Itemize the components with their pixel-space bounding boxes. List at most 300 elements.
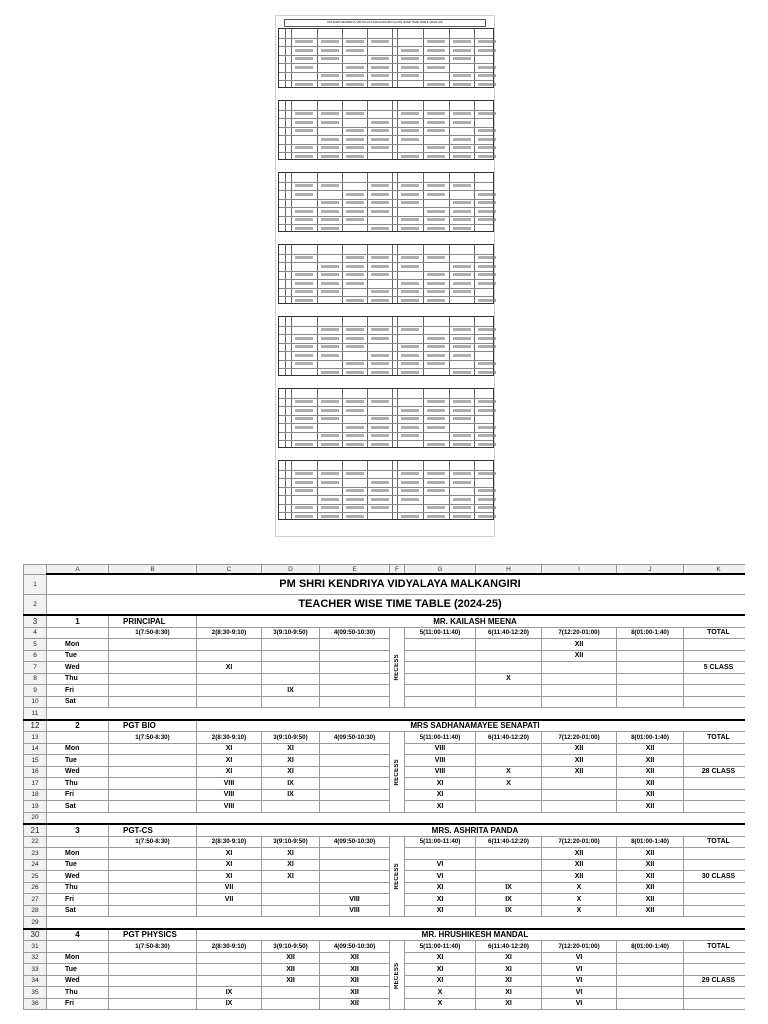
total-cell[interactable]	[684, 905, 746, 917]
teacher-name[interactable]: MR. KAILASH MEENA	[197, 615, 746, 627]
class-cell[interactable]: VII	[197, 894, 262, 906]
class-cell[interactable]: XII	[542, 755, 617, 767]
class-cell[interactable]: XII	[320, 964, 390, 976]
class-cell[interactable]	[617, 673, 684, 685]
class-cell[interactable]: VIII	[197, 789, 262, 801]
class-cell[interactable]	[405, 848, 476, 860]
class-cell[interactable]: X	[476, 778, 542, 790]
class-cell[interactable]	[617, 650, 684, 662]
teacher-designation[interactable]: PRINCIPAL	[109, 615, 197, 627]
class-cell[interactable]: XI	[476, 998, 542, 1010]
column-header[interactable]: C	[197, 565, 262, 575]
class-cell[interactable]: XI	[262, 766, 320, 778]
class-cell[interactable]	[109, 650, 197, 662]
row-header[interactable]: 8	[24, 673, 47, 685]
day-label[interactable]: Thu	[47, 987, 109, 999]
class-cell[interactable]	[109, 789, 197, 801]
class-cell[interactable]: XII	[617, 848, 684, 860]
class-cell[interactable]: XI	[197, 755, 262, 767]
total-cell[interactable]	[684, 789, 746, 801]
class-cell[interactable]	[320, 696, 390, 708]
class-cell[interactable]: XII	[617, 894, 684, 906]
row-header[interactable]: 34	[24, 975, 47, 987]
row-header[interactable]: 26	[24, 882, 47, 894]
total-cell[interactable]	[684, 882, 746, 894]
cell[interactable]	[47, 812, 746, 824]
row-header[interactable]: 29	[24, 917, 47, 929]
row-header[interactable]: 23	[24, 848, 47, 860]
class-cell[interactable]	[109, 755, 197, 767]
class-cell[interactable]: XI	[262, 743, 320, 755]
class-cell[interactable]: IX	[262, 778, 320, 790]
class-cell[interactable]: IX	[262, 789, 320, 801]
class-cell[interactable]: X	[542, 882, 617, 894]
row-header[interactable]: 9	[24, 685, 47, 697]
day-label[interactable]: Thu	[47, 882, 109, 894]
period-header[interactable]: 8(01:00-1:40)	[617, 627, 684, 639]
teacher-designation[interactable]: PGT-CS	[109, 824, 197, 836]
total-cell[interactable]	[684, 964, 746, 976]
class-cell[interactable]	[320, 859, 390, 871]
row-header[interactable]: 30	[24, 929, 47, 941]
period-header[interactable]: 1(7:50-8:30)	[109, 627, 197, 639]
row-header[interactable]: 11	[24, 708, 47, 720]
class-cell[interactable]: XII	[617, 778, 684, 790]
class-cell[interactable]: XI	[405, 801, 476, 813]
class-cell[interactable]: XII	[617, 789, 684, 801]
row-header[interactable]: 17	[24, 778, 47, 790]
class-cell[interactable]	[109, 662, 197, 674]
row-header[interactable]: 15	[24, 755, 47, 767]
class-cell[interactable]: XII	[320, 952, 390, 964]
period-header[interactable]: 1(7:50-8:30)	[109, 941, 197, 953]
row-header[interactable]: 3	[24, 615, 47, 627]
recess-label[interactable]: RECESS	[390, 732, 405, 813]
class-cell[interactable]: VI	[542, 964, 617, 976]
class-cell[interactable]: VI	[542, 987, 617, 999]
class-cell[interactable]	[320, 801, 390, 813]
total-cell[interactable]	[684, 894, 746, 906]
total-header[interactable]: TOTAL	[684, 836, 746, 848]
day-label[interactable]: Tue	[47, 650, 109, 662]
class-cell[interactable]	[262, 662, 320, 674]
row-header[interactable]: 5	[24, 639, 47, 651]
class-cell[interactable]	[476, 789, 542, 801]
class-cell[interactable]	[109, 848, 197, 860]
class-cell[interactable]	[109, 685, 197, 697]
class-cell[interactable]	[109, 801, 197, 813]
class-cell[interactable]	[109, 975, 197, 987]
class-cell[interactable]	[617, 964, 684, 976]
class-cell[interactable]: XII	[617, 743, 684, 755]
class-cell[interactable]	[405, 662, 476, 674]
class-cell[interactable]: XI	[405, 975, 476, 987]
row-header[interactable]: 27	[24, 894, 47, 906]
class-cell[interactable]: VIII	[320, 894, 390, 906]
period-header[interactable]: 4(09:50-10:30)	[320, 627, 390, 639]
class-cell[interactable]: XI	[262, 848, 320, 860]
class-cell[interactable]	[109, 778, 197, 790]
class-cell[interactable]	[197, 673, 262, 685]
class-cell[interactable]: XII	[262, 975, 320, 987]
class-cell[interactable]: XI	[197, 662, 262, 674]
class-cell[interactable]	[262, 639, 320, 651]
class-cell[interactable]: VIII	[320, 905, 390, 917]
row-header[interactable]: 28	[24, 905, 47, 917]
class-cell[interactable]	[320, 662, 390, 674]
timetable-subtitle[interactable]: TEACHER WISE TIME TABLE (2024-25)	[47, 595, 746, 616]
class-cell[interactable]	[320, 778, 390, 790]
class-cell[interactable]	[320, 685, 390, 697]
class-cell[interactable]	[476, 743, 542, 755]
select-all-corner[interactable]	[24, 565, 47, 575]
row-header[interactable]: 4	[24, 627, 47, 639]
cell[interactable]	[47, 708, 746, 720]
row-header[interactable]: 18	[24, 789, 47, 801]
class-cell[interactable]: XII	[617, 755, 684, 767]
class-cell[interactable]	[262, 998, 320, 1010]
class-cell[interactable]	[476, 639, 542, 651]
class-cell[interactable]: IX	[476, 894, 542, 906]
row-header[interactable]: 6	[24, 650, 47, 662]
class-cell[interactable]	[109, 859, 197, 871]
class-cell[interactable]	[262, 882, 320, 894]
column-header[interactable]: B	[109, 565, 197, 575]
cell[interactable]	[47, 917, 746, 929]
class-cell[interactable]: XI	[405, 952, 476, 964]
class-cell[interactable]	[262, 696, 320, 708]
teacher-number[interactable]: 4	[47, 929, 109, 941]
total-cell[interactable]	[684, 685, 746, 697]
class-cell[interactable]: XI	[262, 755, 320, 767]
total-cell[interactable]: 28 CLASS	[684, 766, 746, 778]
class-cell[interactable]: VIII	[405, 766, 476, 778]
class-cell[interactable]: XII	[262, 964, 320, 976]
period-header[interactable]: 2(8:30-9:10)	[197, 941, 262, 953]
recess-label[interactable]: RECESS	[390, 627, 405, 708]
class-cell[interactable]	[405, 673, 476, 685]
class-cell[interactable]	[262, 987, 320, 999]
class-cell[interactable]	[476, 650, 542, 662]
row-header[interactable]: 31	[24, 941, 47, 953]
class-cell[interactable]	[542, 789, 617, 801]
row-header[interactable]: 14	[24, 743, 47, 755]
class-cell[interactable]	[617, 696, 684, 708]
class-cell[interactable]	[542, 801, 617, 813]
day-label[interactable]: Sat	[47, 696, 109, 708]
class-cell[interactable]	[109, 987, 197, 999]
class-cell[interactable]: VIII	[197, 778, 262, 790]
class-cell[interactable]	[197, 650, 262, 662]
period-header[interactable]: 7(12:20-01:00)	[542, 836, 617, 848]
class-cell[interactable]: IX	[197, 987, 262, 999]
class-cell[interactable]: XII	[262, 952, 320, 964]
class-cell[interactable]	[617, 998, 684, 1010]
period-header[interactable]: 8(01:00-1:40)	[617, 732, 684, 744]
class-cell[interactable]	[197, 696, 262, 708]
class-cell[interactable]: XI	[405, 894, 476, 906]
class-cell[interactable]: IX	[197, 998, 262, 1010]
teacher-designation[interactable]: PGT PHYSICS	[109, 929, 197, 941]
period-header[interactable]: 2(8:30-9:10)	[197, 627, 262, 639]
class-cell[interactable]: XII	[617, 766, 684, 778]
period-header[interactable]: 3(9:10-9:50)	[262, 941, 320, 953]
class-cell[interactable]: XII	[320, 975, 390, 987]
class-cell[interactable]	[262, 801, 320, 813]
class-cell[interactable]	[542, 696, 617, 708]
class-cell[interactable]	[109, 905, 197, 917]
class-cell[interactable]	[617, 662, 684, 674]
class-cell[interactable]	[109, 871, 197, 883]
class-cell[interactable]: X	[405, 987, 476, 999]
class-cell[interactable]	[197, 964, 262, 976]
period-header[interactable]: 7(12:20-01:00)	[542, 732, 617, 744]
page-thumbnail[interactable]	[275, 15, 495, 537]
total-cell[interactable]: 5 CLASS	[684, 662, 746, 674]
class-cell[interactable]: XI	[197, 743, 262, 755]
teacher-name[interactable]: MRS SADHANAMAYEE SENAPATI	[197, 720, 746, 732]
class-cell[interactable]: XII	[542, 743, 617, 755]
class-cell[interactable]: XI	[476, 975, 542, 987]
class-cell[interactable]	[476, 696, 542, 708]
class-cell[interactable]	[320, 871, 390, 883]
total-cell[interactable]	[684, 859, 746, 871]
row-header[interactable]: 1	[24, 574, 47, 595]
total-cell[interactable]	[684, 998, 746, 1010]
class-cell[interactable]: VI	[542, 952, 617, 964]
total-cell[interactable]	[684, 743, 746, 755]
column-header[interactable]: J	[617, 565, 684, 575]
class-cell[interactable]: XII	[320, 998, 390, 1010]
class-cell[interactable]	[197, 952, 262, 964]
day-label[interactable]: Mon	[47, 639, 109, 651]
teacher-number[interactable]: 3	[47, 824, 109, 836]
day-label[interactable]: Tue	[47, 755, 109, 767]
class-cell[interactable]: X	[405, 998, 476, 1010]
class-cell[interactable]: XI	[476, 964, 542, 976]
row-header[interactable]: 12	[24, 720, 47, 732]
class-cell[interactable]	[262, 894, 320, 906]
day-label[interactable]: Wed	[47, 766, 109, 778]
class-cell[interactable]	[320, 848, 390, 860]
column-header[interactable]: E	[320, 565, 390, 575]
class-cell[interactable]: X	[476, 673, 542, 685]
class-cell[interactable]	[320, 882, 390, 894]
period-header[interactable]: 4(09:50-10:30)	[320, 732, 390, 744]
cell[interactable]	[47, 836, 109, 848]
class-cell[interactable]	[476, 755, 542, 767]
period-header[interactable]: 7(12:20-01:00)	[542, 627, 617, 639]
total-cell[interactable]	[684, 848, 746, 860]
class-cell[interactable]: XI	[262, 859, 320, 871]
cell[interactable]	[47, 732, 109, 744]
column-header[interactable]: K	[684, 565, 746, 575]
period-header[interactable]: 7(12:20-01:00)	[542, 941, 617, 953]
class-cell[interactable]	[197, 975, 262, 987]
day-label[interactable]: Fri	[47, 789, 109, 801]
period-header[interactable]: 4(09:50-10:30)	[320, 836, 390, 848]
row-header[interactable]: 20	[24, 812, 47, 824]
total-cell[interactable]	[684, 673, 746, 685]
cell[interactable]	[47, 941, 109, 953]
period-header[interactable]: 1(7:50-8:30)	[109, 732, 197, 744]
class-cell[interactable]: XI	[405, 778, 476, 790]
day-label[interactable]: Wed	[47, 662, 109, 674]
class-cell[interactable]	[320, 639, 390, 651]
column-header[interactable]: H	[476, 565, 542, 575]
row-header[interactable]: 22	[24, 836, 47, 848]
class-cell[interactable]	[197, 639, 262, 651]
class-cell[interactable]	[109, 998, 197, 1010]
row-header[interactable]: 19	[24, 801, 47, 813]
row-header[interactable]: 24	[24, 859, 47, 871]
class-cell[interactable]	[405, 685, 476, 697]
row-header[interactable]: 2	[24, 595, 47, 616]
day-label[interactable]: Fri	[47, 894, 109, 906]
period-header[interactable]: 5(11:00-11:40)	[405, 732, 476, 744]
day-label[interactable]: Wed	[47, 871, 109, 883]
class-cell[interactable]	[405, 639, 476, 651]
class-cell[interactable]: XI	[405, 789, 476, 801]
total-cell[interactable]: 29 CLASS	[684, 975, 746, 987]
class-cell[interactable]: IX	[476, 882, 542, 894]
period-header[interactable]: 3(9:10-9:50)	[262, 627, 320, 639]
class-cell[interactable]: XI	[476, 952, 542, 964]
class-cell[interactable]	[476, 848, 542, 860]
day-label[interactable]: Tue	[47, 859, 109, 871]
class-cell[interactable]	[476, 801, 542, 813]
total-header[interactable]: TOTAL	[684, 941, 746, 953]
period-header[interactable]: 8(01:00-1:40)	[617, 941, 684, 953]
recess-label[interactable]: RECESS	[390, 941, 405, 1010]
period-header[interactable]: 1(7:50-8:30)	[109, 836, 197, 848]
class-cell[interactable]: VIII	[405, 743, 476, 755]
class-cell[interactable]	[320, 766, 390, 778]
recess-label[interactable]: RECESS	[390, 836, 405, 917]
class-cell[interactable]	[476, 662, 542, 674]
day-label[interactable]: Fri	[47, 998, 109, 1010]
day-label[interactable]: Tue	[47, 964, 109, 976]
period-header[interactable]: 5(11:00-11:40)	[405, 627, 476, 639]
class-cell[interactable]: VI	[542, 998, 617, 1010]
column-header[interactable]: G	[405, 565, 476, 575]
class-cell[interactable]	[542, 673, 617, 685]
class-cell[interactable]: VIII	[405, 755, 476, 767]
class-cell[interactable]	[405, 650, 476, 662]
cell[interactable]	[47, 627, 109, 639]
row-header[interactable]: 10	[24, 696, 47, 708]
class-cell[interactable]: VII	[197, 882, 262, 894]
row-header[interactable]: 35	[24, 987, 47, 999]
class-cell[interactable]: XI	[405, 882, 476, 894]
total-header[interactable]: TOTAL	[684, 732, 746, 744]
class-cell[interactable]	[405, 696, 476, 708]
class-cell[interactable]	[262, 905, 320, 917]
class-cell[interactable]: XI	[197, 871, 262, 883]
class-cell[interactable]: VI	[405, 871, 476, 883]
total-cell[interactable]	[684, 755, 746, 767]
class-cell[interactable]: XII	[617, 882, 684, 894]
class-cell[interactable]: X	[542, 894, 617, 906]
class-cell[interactable]	[617, 987, 684, 999]
class-cell[interactable]: XII	[542, 848, 617, 860]
period-header[interactable]: 2(8:30-9:10)	[197, 836, 262, 848]
class-cell[interactable]: XI	[476, 987, 542, 999]
class-cell[interactable]: XII	[617, 871, 684, 883]
class-cell[interactable]	[542, 778, 617, 790]
total-cell[interactable]	[684, 987, 746, 999]
class-cell[interactable]: XI	[262, 871, 320, 883]
column-header[interactable]: A	[47, 565, 109, 575]
class-cell[interactable]	[109, 696, 197, 708]
teacher-name[interactable]: MR. HRUSHIKESH MANDAL	[197, 929, 746, 941]
total-cell[interactable]	[684, 650, 746, 662]
day-label[interactable]: Mon	[47, 743, 109, 755]
class-cell[interactable]	[109, 894, 197, 906]
class-cell[interactable]	[109, 743, 197, 755]
class-cell[interactable]	[109, 882, 197, 894]
class-cell[interactable]	[109, 766, 197, 778]
total-header[interactable]: TOTAL	[684, 627, 746, 639]
class-cell[interactable]: XI	[197, 766, 262, 778]
column-header[interactable]: I	[542, 565, 617, 575]
class-cell[interactable]: XII	[542, 766, 617, 778]
class-cell[interactable]	[617, 975, 684, 987]
period-header[interactable]: 6(11:40-12:20)	[476, 732, 542, 744]
period-header[interactable]: 8(01:00-1:40)	[617, 836, 684, 848]
column-header[interactable]: D	[262, 565, 320, 575]
day-label[interactable]: Mon	[47, 848, 109, 860]
class-cell[interactable]	[262, 650, 320, 662]
row-header[interactable]: 36	[24, 998, 47, 1010]
class-cell[interactable]: XI	[197, 848, 262, 860]
total-cell[interactable]	[684, 696, 746, 708]
day-label[interactable]: Sat	[47, 801, 109, 813]
period-header[interactable]: 6(11:40-12:20)	[476, 836, 542, 848]
class-cell[interactable]	[476, 859, 542, 871]
class-cell[interactable]: X	[542, 905, 617, 917]
class-cell[interactable]	[320, 650, 390, 662]
class-cell[interactable]: IX	[262, 685, 320, 697]
total-cell[interactable]	[684, 952, 746, 964]
period-header[interactable]: 6(11:40-12:20)	[476, 627, 542, 639]
class-cell[interactable]	[476, 871, 542, 883]
period-header[interactable]: 6(11:40-12:20)	[476, 941, 542, 953]
class-cell[interactable]	[617, 639, 684, 651]
class-cell[interactable]: XII	[542, 871, 617, 883]
class-cell[interactable]	[476, 685, 542, 697]
class-cell[interactable]: XII	[542, 639, 617, 651]
class-cell[interactable]: VI	[542, 975, 617, 987]
school-title[interactable]: PM SHRI KENDRIYA VIDYALAYA MALKANGIRI	[47, 574, 746, 595]
period-header[interactable]: 5(11:00-11:40)	[405, 836, 476, 848]
total-cell[interactable]	[684, 639, 746, 651]
class-cell[interactable]	[197, 685, 262, 697]
column-header[interactable]: F	[390, 565, 405, 575]
class-cell[interactable]	[320, 755, 390, 767]
day-label[interactable]: Mon	[47, 952, 109, 964]
class-cell[interactable]: VI	[405, 859, 476, 871]
class-cell[interactable]: XI	[405, 964, 476, 976]
class-cell[interactable]	[542, 662, 617, 674]
class-cell[interactable]: XII	[617, 905, 684, 917]
class-cell[interactable]	[320, 789, 390, 801]
class-cell[interactable]	[617, 952, 684, 964]
class-cell[interactable]	[109, 952, 197, 964]
class-cell[interactable]: XII	[542, 650, 617, 662]
row-header[interactable]: 16	[24, 766, 47, 778]
day-label[interactable]: Thu	[47, 778, 109, 790]
